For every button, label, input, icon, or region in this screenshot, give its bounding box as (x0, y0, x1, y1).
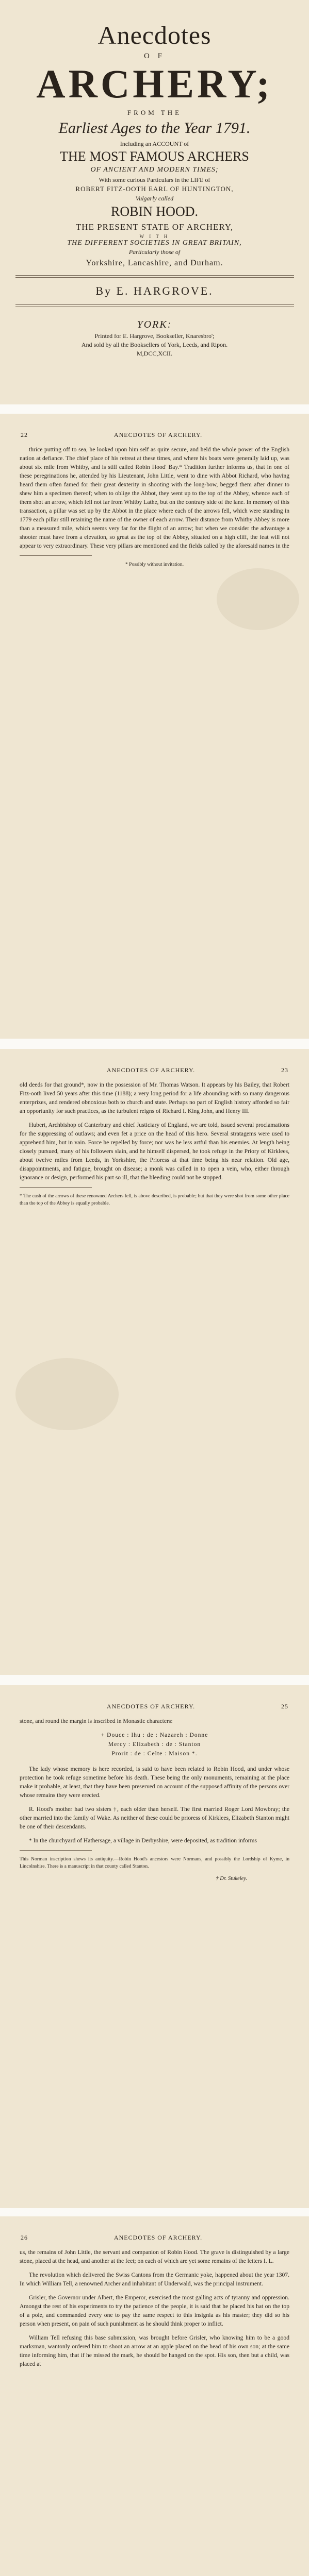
inscription-line: Mercy : Elizabeth : de : Stanton (108, 1741, 201, 1748)
title-particularly: Particularly those of (128, 248, 181, 256)
title-robert: ROBERT FITZ-OOTH EARL OF HUNTINGTON, (75, 185, 234, 193)
running-head-title: ANECDOTES OF ARCHERY. (113, 2234, 203, 2241)
page-gap (0, 1675, 309, 1685)
footnote: * The cash of the arrows of these renowned Archers fell, is above described, is probable; but that they were shot from some other place than the top of the Abbey is equally probable. (20, 1193, 289, 1206)
page-body (0, 1717, 309, 1725)
title-present-state: THE PRESENT STATE OF ARCHERY, (75, 222, 234, 232)
title-ancient-modern: OF ANCIENT AND MODERN TIMES; (90, 166, 219, 174)
paragraph: The revolution which delivered the Swiss Cantons from the Germanic yoke, happened about the year 1307. In which William Tell, a renowned Archer and inhabitant of Underwald, was the principal instrument. (20, 2272, 289, 2287)
paper-stain (217, 568, 299, 630)
paragraph: old deeds for that ground*, now in the possession of Mr. Thomas Watson. It appears by his Bailey, that Robert Fitz-ooth lived 50 years after this time (1188); a very long period for a life abounding with so many dangerous enterprizes, and rendered obnoxious both to church and state. Perhaps no part of English history afforded so fair an opportunity for such practices, as the turbulent reigns of Richard I. King John, and Henry III. (20, 1081, 289, 1114)
running-head-title: ANECDOTES OF ARCHERY. (106, 1066, 196, 1074)
footnote-rule (20, 1850, 92, 1851)
book-page-25 (0, 1685, 309, 2208)
paragraph: thrice putting off to sea, he looked upon him self as quite secure, and held the whole power of the English nation at defiance. The chief place of his retreat at these times, and where his boats were generally laid up, was about six mile from Whitby, and is still called Robin Hood' Bay.* Tradition further informs us, that in one of these peregrinations he, attended by his Lieutenant, John Little, went to dine with Abbot Richard, who having heard them often famed for their great dexterity in shooting with the long-bow, begged them after dinner to shew him a specimen thereof; when to oblige the Abbot, they went up to the top of the Abbey, whence each of them shot an arrow, which fell not far from Whitby Lathe, but on the contrary side of the lane. In memory of this transaction, a pillar was set up by the Abbot in the place where each of the arrows fell, which were standing in 1779 each pillar still retaining the name of the owner of each arrow. Their distance from Whitby Abbey is more than a measured mile, which seems very far for the flight of an arrow; but when we consider the advantage a shooter must have from a elevation, so great as the top of the Abbey, situated on a high cliff, the feat will not appear to very extraordinary. These very pillars are mentioned and the fields called by the aforesaid names in the (20, 446, 289, 549)
title-different-societies: THE DIFFERENT SOCIETIES IN GREAT BRITAIN, (67, 239, 242, 247)
page-body (0, 1765, 309, 1845)
book-page-23 (0, 1049, 309, 1675)
paragraph: R. Hood's mother had two sisters †, each older than herself. The first married Roger Lord Mowbray; the other married into the family of Wake. As neither of these could be prioress of Kirklees, Elizabeth Stanton might be one of their descendants. (20, 1806, 289, 1830)
paragraph: Hubert, Archbishop of Canterbury and chief Justiciary of England, we are told, issued several proclamations for the suppressing of outlaws; and even fet a price on the head of this hero. Several stratagems were used to apprehend him, but in vain. Force he repelled by force; nor was he less artful than his enemies. At length being closely pursued, many of his followers slain, and he himself dispersed, he took refuge in the Priory of Kirklees, about twelve miles from Leeds, in Yorkshire, the Prioress at that time being his near relation. Old age, disappointments, and fatigue, brought on disease; a monk was called in to open a vein, who, either through ignorance or design, performed his part so ill, that the bleeding could not be stopped. (20, 1122, 289, 1181)
title-rule-top (15, 275, 294, 278)
running-head (0, 1066, 309, 1074)
page-gap (0, 404, 309, 414)
title-author: By E. HARGROVE. (95, 284, 214, 297)
footnote-rule (20, 1187, 92, 1188)
title-robin-hood: ROBIN HOOD. (111, 204, 198, 219)
running-head (0, 1703, 309, 1710)
title-archery: ARCHERY; (36, 61, 273, 106)
title-with: W I T H (139, 234, 170, 239)
title-page (0, 0, 309, 404)
running-head (0, 431, 309, 439)
page-number: 26 (21, 2234, 28, 2241)
title-of: O F (144, 52, 165, 60)
book-page-22 (0, 414, 309, 1039)
footnote: This Norman inscription shews its antiquity.—Robin Hood's ancestors were Normans, and possibly the Lordship of Kyme, in Lincolnshire. There is a manuscript in that county called Stanton. (20, 1856, 289, 1869)
paragraph: * In the churchyard of Hathersage, a village in Derbyshire, were deposited, as tradition informs (29, 1837, 257, 1844)
footnote-rule (20, 555, 92, 556)
title-printed-for: Printed for E. Hargrove, Bookseller, Knaresbro'; (94, 332, 215, 340)
title-sold-by: And sold by all the Booksellers of York, Leeds, and Ripon. (81, 341, 228, 348)
title-city: YORK: (137, 319, 172, 330)
title-with-curious: With some curious Particulars in the LIFE of (99, 176, 210, 183)
title-rule-bottom (15, 304, 294, 307)
running-head-title: ANECDOTES OF ARCHERY. (113, 431, 203, 438)
book-page-26 (0, 2216, 309, 2576)
title-counties: Yorkshire, Lancashire, and Durham. (86, 259, 223, 267)
title-earliest: Earliest Ages to the Year 1791. (58, 120, 251, 137)
page-number: 22 (21, 431, 28, 438)
running-head (0, 2234, 309, 2242)
page-gap (0, 2208, 309, 2216)
inscription-line: Prorit : de : Celte : Maison *. (111, 1750, 198, 1757)
page-body (0, 445, 309, 550)
footnote-sign: † Dr. Stukeley. (216, 1876, 247, 1882)
page-number: 25 (281, 1703, 288, 1710)
page-gap (0, 1039, 309, 1049)
paragraph: Grisler, the Governor under Albert, the Emperor, exercised the most galling acts of tyranny and oppression. Amongst the rest of his experiments to try the patience of the people, it is said that he placed his hat on the top of a pole, and commanded every one to pay the same respect to this insignia as his master; they did so his person when present, on pain of such punishment as he should think proper to inflict. (20, 2294, 289, 2327)
page-number: 23 (281, 1066, 288, 1074)
paper-stain (15, 1358, 119, 1430)
paragraph: us, the remains of John Little, the servant and companion of Robin Hood. The grave is distinguished by a large stone, placed at the head, and another at the feet; on each of which are yet some remains of the letters I. L. (20, 2249, 289, 2264)
page-body (0, 1080, 309, 1182)
title-date: M,DCC,XCII. (136, 350, 172, 357)
title-most-famous: THE MOST FAMOUS ARCHERS (60, 149, 249, 164)
inscription (0, 1731, 309, 1758)
paragraph: The lady whose memory is here recorded, is said to have been related to Robin Hood, and under whose protection he took refuge sometime before his death. These being the only monuments, remaining at the place make it probable, at least, that they have been preserved on account of the supposed affinity of the persons over whose remains they were erected. (20, 1766, 289, 1799)
page-body (0, 2248, 309, 2368)
title-including: Including an ACCOUNT of (120, 140, 189, 147)
inscription-line: + Douce : Ihu : de : Nazareh : Donne (101, 1732, 208, 1738)
title-from-the: FROM THE (127, 109, 182, 116)
title-vulgarly: Vulgarly called (135, 195, 174, 202)
title-anecdotes: Anecdotes (97, 21, 212, 49)
paragraph: stone, and round the margin is inscribed in Monastic characters: (20, 1718, 173, 1724)
running-head-title: ANECDOTES OF ARCHERY. (106, 1703, 196, 1710)
paragraph: William Tell refusing this base submission, was brought before Grisler, who knowing him to be a good marksman, wantonly ordered him to shoot an arrow at an apple placed on the head of his own son; at the same time informing him, that if he missed the mark, he should be hanged on the spot. His son, then but a child, was placed at (20, 2334, 289, 2367)
footnote: * Possibly without invitation. (125, 562, 184, 567)
